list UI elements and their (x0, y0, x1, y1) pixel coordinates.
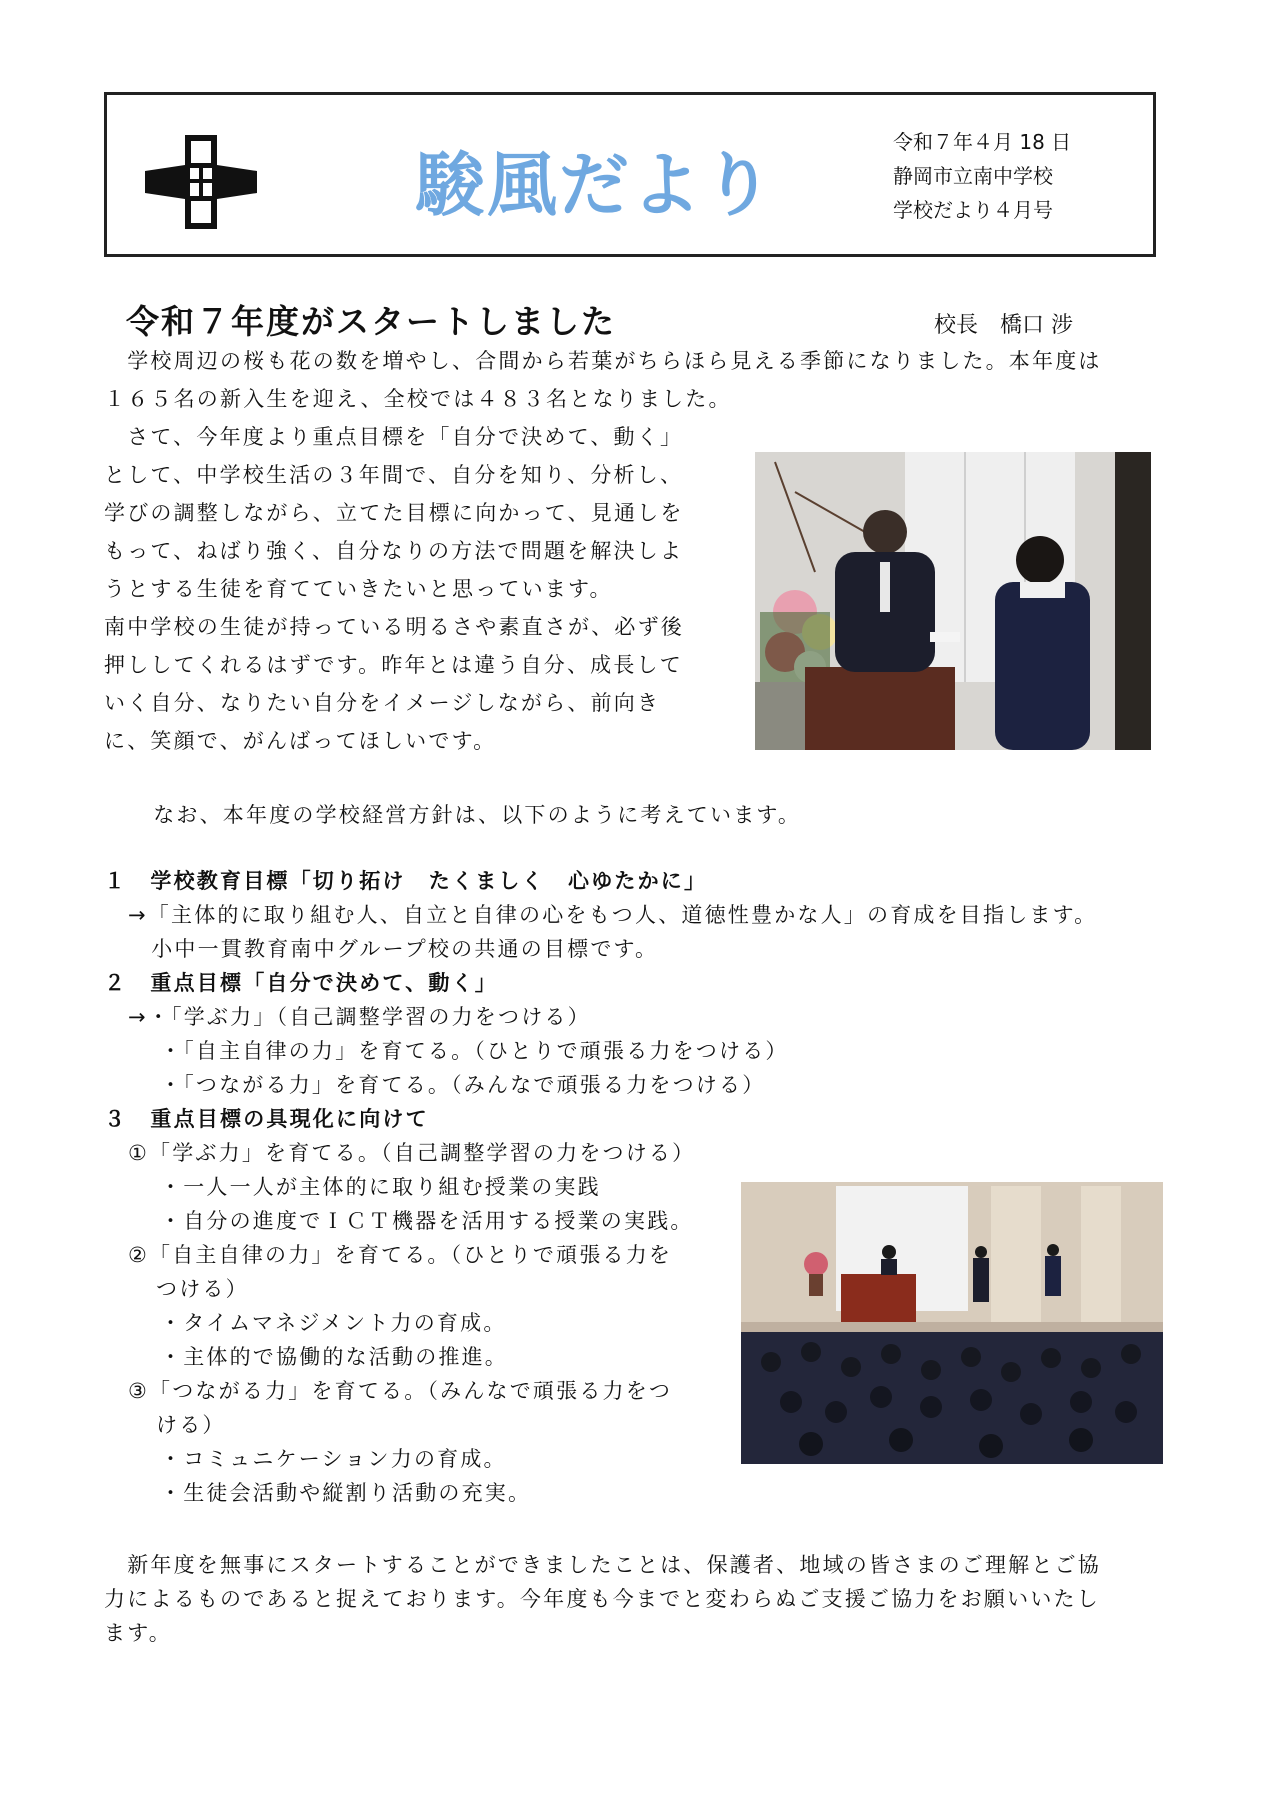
section-3-line: ・主体的で協働的な活動の推進。 (160, 1345, 508, 1369)
intro-line-1: 学校周辺の桜も花の数を増やし、合間から若葉がちらほら見える季節になりました。本年度は (104, 349, 1102, 373)
paragraph-line: うとする生徒を育てていきたいと思っています。 (104, 577, 613, 601)
paragraph-line: に、笑顔で、がんばってほしいです。 (104, 729, 497, 753)
section-3-line: ・一人一人が主体的に取り組む授業の実践 (160, 1175, 601, 1199)
section-3-line: つける） (156, 1277, 249, 1301)
school-emblem-icon (145, 135, 257, 229)
paragraph-line: 学びの調整しながら、立てた目標に向かって、見通しを (104, 501, 684, 525)
section-3-line: ・タイムマネジメント力の育成。 (160, 1311, 507, 1335)
newsletter-title: 駿風だより (415, 144, 775, 226)
section-3-line: ける） (156, 1413, 226, 1437)
section-3-line: ・コミュニケーション力の育成。 (160, 1447, 507, 1471)
section-3-line: ③「つながる力」を育てる。（みんなで頑張る力をつ (128, 1379, 673, 1403)
paragraph-line: 南中学校の生徒が持っている明るさや素直さが、必ず後 (104, 615, 684, 639)
section-1-line: →「主体的に取り組む人、自立と自律の心をもつ人、道徳性豊かな人」の育成を目指します。 (128, 903, 1098, 927)
paragraph-line: として、中学校生活の３年間で、自分を知り、分析し、 (104, 463, 684, 487)
intro-line-2: １６５名の新入生を迎え、全校では４８３名となりました。 (104, 387, 732, 411)
closing-line: ます。 (104, 1621, 172, 1645)
paragraph-line: 押ししてくれるはずです。昨年とは違う自分、成長して (104, 653, 683, 677)
section-2-line: ・「つながる力」を育てる。（みんなで頑張る力をつける） (160, 1073, 766, 1097)
article-headline: 令和７年度がスタートしました (126, 302, 616, 341)
paragraph-line: いく自分、なりたい自分をイメージしながら、前向き (104, 691, 661, 715)
article-author: 校長 橋口 涉 (934, 313, 1073, 338)
closing-line: 新年度を無事にスタートすることができましたことは、保護者、地域の皆さまのご理解とご協 (104, 1553, 1101, 1577)
section-3-line: ②「自主自律の力」を育てる。（ひとりで頑張る力を (128, 1243, 673, 1267)
section-1-line: 小中一貫教育南中グループ校の共通の目標です。 (128, 937, 659, 961)
issue-number: 学校だより４月号 (893, 198, 1053, 222)
masthead (104, 92, 1156, 257)
ceremony-photo-handshake (755, 452, 1151, 750)
policy-intro: なお、本年度の学校経営方針は、以下のように考えています。 (130, 803, 802, 827)
school-name: 静岡市立南中学校 (893, 164, 1053, 188)
section-1-heading: １ 学校教育目標「切り拓け たくましく 心ゆたかに」 (104, 869, 708, 893)
closing-line: 力によるものであると捉えております。今年度も今までと変わらぬご支援ご協力をお願いいたし (104, 1587, 1100, 1611)
section-2-line: →・「学ぶ力」（自己調整学習の力をつける） (128, 1005, 591, 1029)
section-3-line: ①「学ぶ力」を育てる。（自己調整学習の力をつける） (128, 1141, 696, 1165)
paragraph-line: さて、今年度より重点目標を「自分で決めて、動く」 (104, 425, 684, 449)
section-2-heading: ２ 重点目標「自分で決めて、動く」 (104, 971, 498, 995)
section-3-heading: ３ 重点目標の具現化に向けて (104, 1107, 429, 1131)
section-2-line: ・「自主自律の力」を育てる。（ひとりで頑張る力をつける） (160, 1039, 789, 1063)
ceremony-photo-stage (741, 1182, 1163, 1464)
issue-date: 令和７年４月 18 日 (893, 130, 1072, 154)
issue-meta (893, 125, 1071, 227)
section-3-line: ・自分の進度でＩＣＴ機器を活用する授業の実践。 (160, 1209, 694, 1233)
section-3-line: ・生徒会活動や縦割り活動の充実。 (160, 1481, 532, 1505)
paragraph-line: もって、ねばり強く、自分なりの方法で問題を解決しよ (104, 539, 684, 563)
